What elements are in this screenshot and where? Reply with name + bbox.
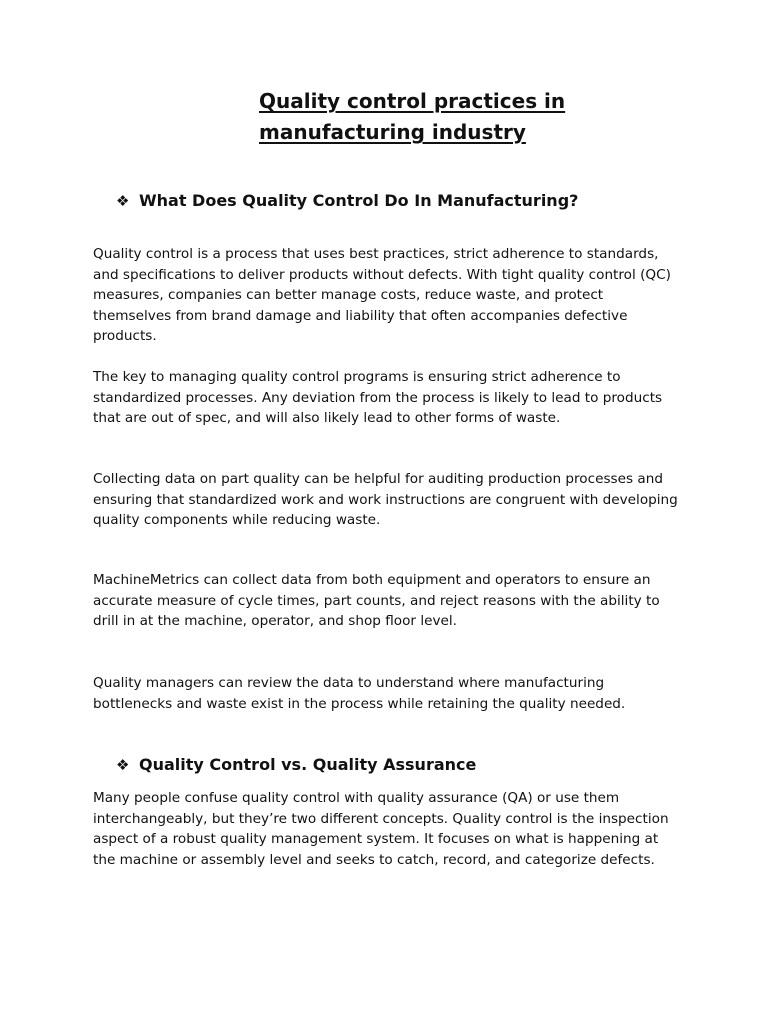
paragraph: MachineMetrics can collect data from both equipment and operators to ensure an accurate measure of cycle times, part counts, and reject reasons with the ability to drill in at the machine, operator, and shop floor level. (93, 572, 660, 629)
paragraph: Quality managers can review the data to understand where manufacturing bottlenecks and waste exist in the process while retaining the quality needed. (93, 675, 626, 712)
section-heading-qc-vs-qa (116, 754, 476, 776)
paragraph: The key to managing quality control programs is ensuring strict adherence to standardized processes. Any deviation from the process is likely to lead to products that are out of spec, and will also likely lead to other forms of waste. (93, 369, 663, 426)
paragraph: Collecting data on part quality can be helpful for auditing production processes and ensuring that standardized work and work instructions are congruent with developing quality components while reducing waste. (93, 471, 678, 528)
document-title: Quality control practices in manufacturing industry (259, 89, 566, 144)
paragraph: Many people confuse quality control with quality assurance (QA) or use them interchangeably, but they’re two different concepts. Quality control is the inspection aspect of a robust quality management system. It focuses on what is happening at the machine or assembly level and seeks to catch, record, and categorize defects. (93, 790, 669, 868)
section-heading-text: What Does Quality Control Do In Manufacturing? (139, 191, 579, 210)
paragraph: Quality control is a process that uses best practices, strict adherence to standards, and specifications to deliver products without defects. With tight quality control (QC) measures, companies can better manage costs, reduce waste, and protect themselves from brand damage and liability that often accompanies defective products. (93, 246, 671, 344)
section-heading-text: Quality Control vs. Quality Assurance (139, 755, 477, 774)
diamond-bullet-icon: ❖ (116, 192, 130, 210)
section-heading-quality-control-role (116, 190, 578, 212)
diamond-bullet-icon: ❖ (116, 756, 130, 774)
